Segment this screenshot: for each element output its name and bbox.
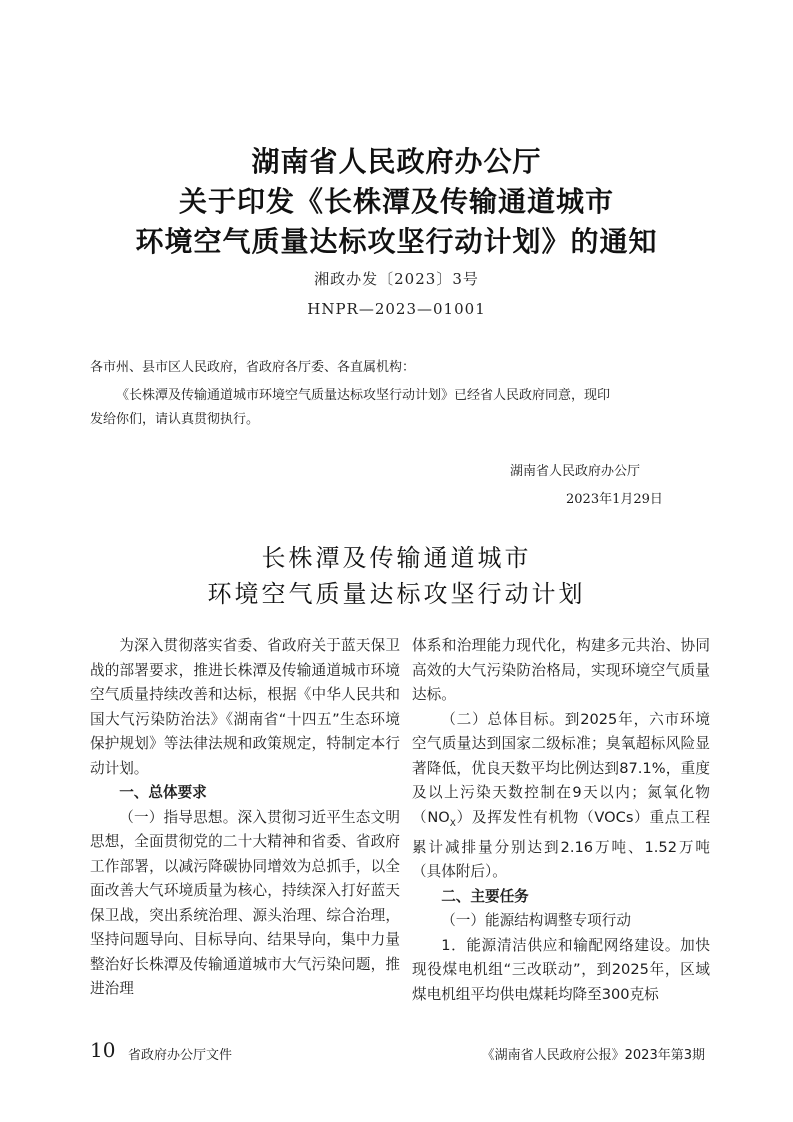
plan-title-line-1: 长株潭及传输通道城市 [261,544,532,572]
task-energy-structure-heading: （一）能源结构调整专项行动 [441,912,631,930]
intro-paragraph: 为深入贯彻落实省委、省政府关于蓝天保卫战的部署要求，推进长株潭及传输通道城市环境空气质量持续改善和达标，根据《中华人民共和国大气污染防治法》《湖南省“十四五”生态环境保护规划》等法律法规和政策规定，特制定本行动计划。 [90,637,400,777]
notice-body-line-2: 发给你们，请认真贯彻执行。 [90,412,260,427]
issue-date: 2023年1月29日 [566,492,663,507]
document-number: 湘政办发〔2023〕3号 [314,270,479,288]
addressee: 各市州、县市区人民政府，省政府各厅委、各直属机构： [90,360,416,375]
guiding-ideology-paragraph [90,806,400,1002]
left-column [90,634,400,1002]
nox-subscript: X [449,818,456,829]
footer-publication: 《湖南省人民政府公报》2023年第3期 [481,1048,705,1063]
notice-body-line-1: 《长株潭及传输通道城市环境空气质量达标攻坚行动计划》已经省人民政府同意，现印 [116,388,611,403]
notice-title-line-3: 环境空气质量达标攻坚行动计划》的通知 [135,225,658,258]
right-column [412,634,710,1007]
overall-goals-label: （二）总体目标。 [441,710,565,728]
hnpr-code: HNPR—2023—01001 [307,300,486,318]
footer-section-name: 省政府办公厅文件 [128,1048,233,1063]
notice-title-line-2: 关于印发《长株潭及传输通道城市 [178,185,614,218]
issuer-signature: 湖南省人民政府办公厅 [510,464,641,479]
page-number: 10 [90,1038,116,1062]
overall-goals-paragraph [412,708,710,885]
continuation-paragraph: 体系和治理能力现代化，构建多元共治、协同高效的大气污染防治格局，实现环境空气质量达标。 [412,637,710,703]
section-heading-main-tasks: 二、主要任务 [441,887,529,905]
plan-title-line-2: 环境空气质量达标攻坚行动计划 [207,580,586,608]
guiding-ideology-text: 深入贯彻习近平生态文明思想，全面贯彻党的二十大精神和省委、省政府工作部署，以减污降碳协同增效为总抓手，以全面改善大气环境质量为核心，持续深入打好蓝天保卫战，突出系统治理、源头治理、综合治理，坚持问题导向、目标导向、结果导向，集中力量整治好长株潭及传输通道城市大气污染问题，推进治理 [90,808,400,997]
overall-goals-text-b: ）及挥发性有机物（VOCs）重点工程累计减排量分别达到2.16万吨、1.52万吨（具体附后）。 [412,808,710,881]
section-heading-general-requirements: 一、总体要求 [119,784,207,801]
notice-title-line-1: 湖南省人民政府办公厅 [251,145,542,178]
guiding-ideology-label: （一）指导思想。 [119,808,238,826]
overall-goals-text-a: 到2025年，六市环境空气质量达到国家二级标准；臭氧超标风险显著降低，优良天数平均比例达到87.1%，重度及以上污染天数控制在9天以内；氮氧化物（NO [412,710,710,826]
task-item-1-paragraph: 1．能源清洁供应和输配网络建设。加快现役煤电机组“三改联动”，到2025年，区域煤电机组平均供电煤耗均降至300克标 [412,936,710,1003]
